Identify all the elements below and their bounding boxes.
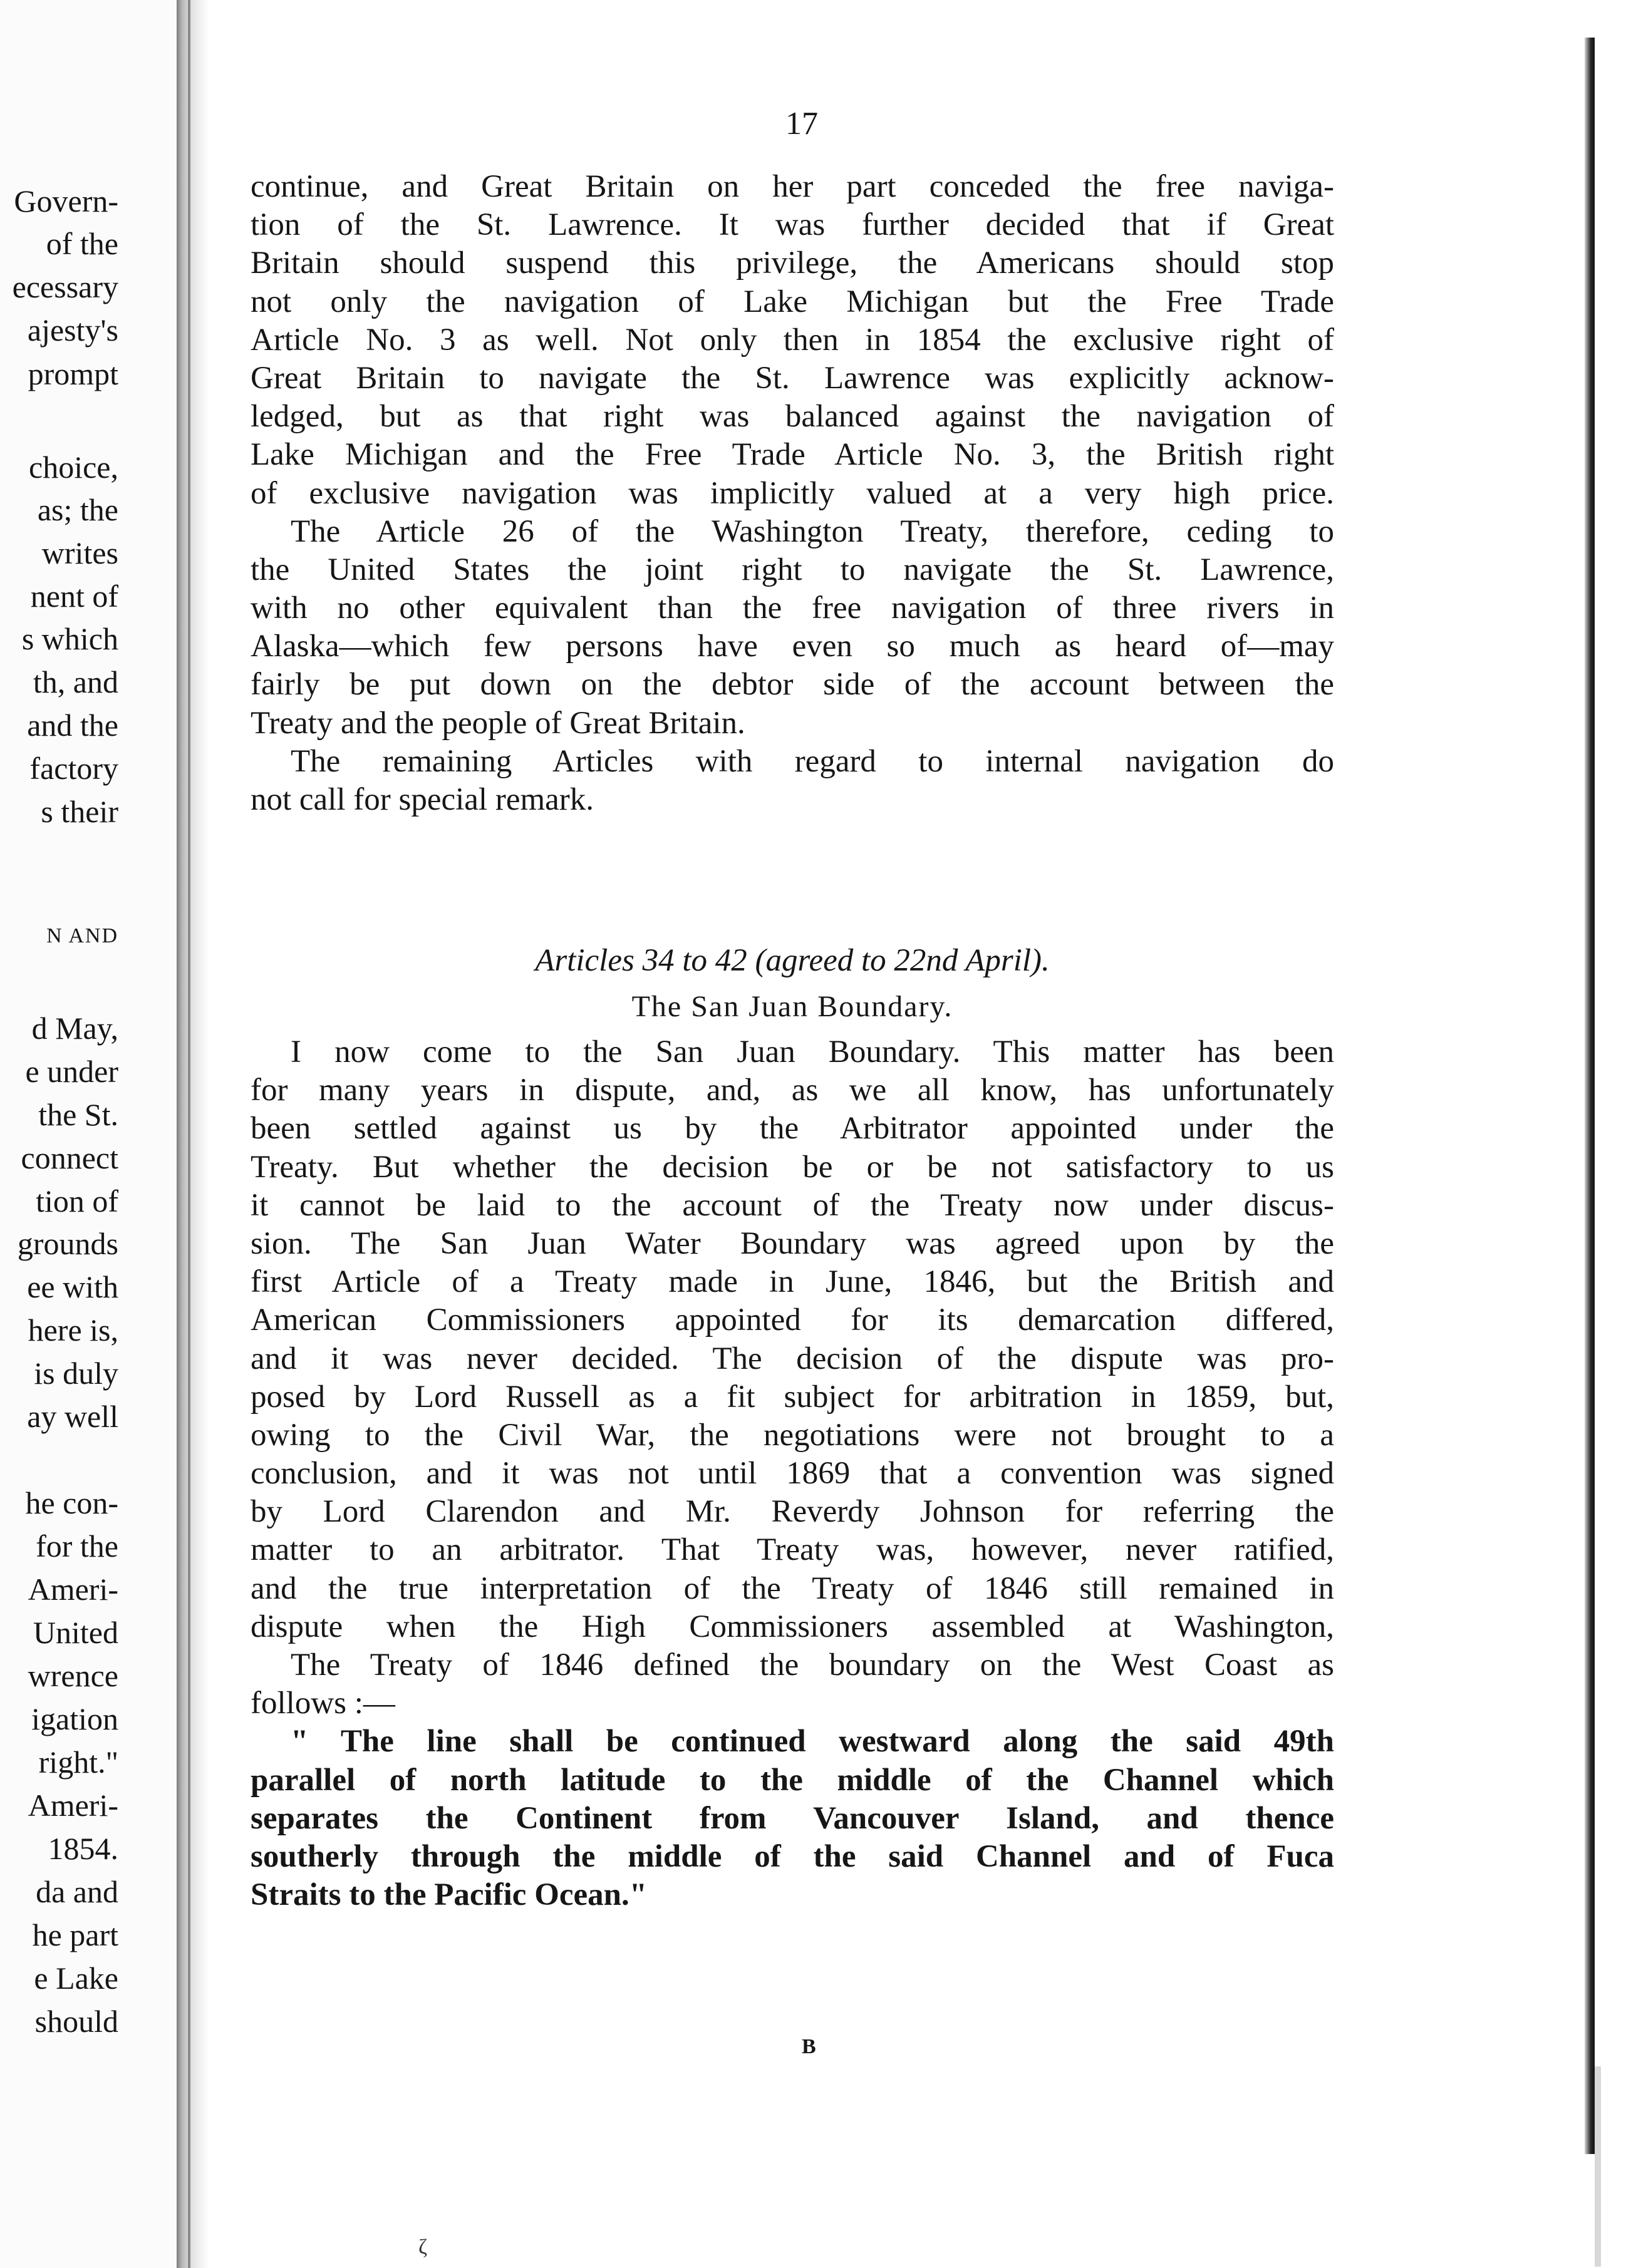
text-line: American Commissioners appointed for its demarcation differed, [251, 1302, 1334, 1338]
text-line: not only the navigation of Lake Michigan but the Free Trade [251, 284, 1334, 319]
left-fragment-line: of the [46, 226, 118, 261]
quote-line: parallel of north latitude to the middle of the Channel which [251, 1762, 1334, 1798]
quote-line: Straits to the Pacific Ocean." [251, 1877, 648, 1913]
text-line: and it was never decided. The decision of the dispute was pro- [251, 1341, 1334, 1376]
paragraph [251, 1033, 1334, 1646]
page-right-edge-lower [1595, 2066, 1601, 2267]
left-fragment-line: prompt [28, 356, 118, 391]
left-fragment-line: writes [41, 535, 118, 570]
paragraph [251, 743, 1334, 819]
text-line: and the true interpretation of the Treaty of 1846 still remained in [251, 1570, 1334, 1606]
gutter-shadow [188, 0, 190, 2268]
left-fragment-line: right." [38, 1745, 118, 1780]
text-line: I now come to the San Juan Boundary. This matter has been [291, 1034, 1334, 1070]
left-fragment-line: choice, [29, 450, 118, 485]
book-gutter [177, 0, 209, 2268]
text-line: owing to the Civil War, the negotiations were not brought to a [251, 1417, 1334, 1453]
left-fragment-line: e Lake [34, 1961, 118, 1996]
text-line: Treaty. But whether the decision be or be not satisfactory to us [251, 1149, 1334, 1185]
left-fragment-line: 1854. [48, 1831, 118, 1866]
text-line: Great Britain to navigate the St. Lawrence was explicitly acknow- [251, 360, 1334, 396]
text-line: the United States the joint right to navigate the St. Lawrence, [251, 552, 1334, 587]
left-fragment-line: is duly [34, 1356, 118, 1391]
signature-mark: B [802, 2035, 816, 2058]
text-line: The remaining Articles with regard to internal navigation do [291, 743, 1334, 779]
left-fragment-line: th, and [33, 664, 118, 699]
left-fragment-line: Ameri- [28, 1788, 118, 1823]
text-line: conclusion, and it was not until 1869 that a convention was signed [251, 1456, 1334, 1492]
text-line: Article No. 3 as well. Not only then in 1854 the exclusive right of [251, 322, 1334, 358]
text-line: sion. The San Juan Water Boundary was agreed upon by the [251, 1225, 1334, 1261]
text-line: of exclusive navigation was implicitly valued at a very high price. [251, 475, 1334, 511]
text-line: by Lord Clarendon and Mr. Reverdy Johnson for referring the [251, 1494, 1334, 1530]
left-fragment-line: Ameri- [28, 1572, 118, 1607]
left-fragment-line: for the [36, 1528, 118, 1564]
text-line: for many years in dispute, and, as we all know, has unfortunately [251, 1073, 1334, 1108]
left-fragment-line: d May, [31, 1011, 118, 1046]
top-text-block [251, 168, 1334, 819]
text-line: first Article of a Treaty made in June, 1846, but the British and [251, 1264, 1334, 1300]
left-fragment-line: connect [21, 1140, 118, 1175]
left-fragment-line: Govern- [14, 183, 118, 219]
text-line: it cannot be laid to the account of the Treaty now under discus- [251, 1187, 1334, 1223]
left-fragment-line: United [33, 1615, 118, 1650]
text-line: Britain should suspend this privilege, the Americans should stop [251, 245, 1334, 281]
text-line: not call for special remark. [251, 782, 594, 817]
bottom-mark: ζ [418, 2235, 428, 2259]
text-line: fairly be put down on the debtor side of the account between the [251, 667, 1334, 703]
text-line: with no other equivalent than the free navigation of three rivers in [251, 590, 1334, 626]
left-fragment-line: grounds [17, 1226, 118, 1261]
quotation [251, 1723, 1334, 1914]
text-line: dispute when the High Commissioners assembled at Washington, [251, 1609, 1334, 1644]
left-fragment-line: N AND [46, 924, 118, 947]
left-fragment-line: should [34, 2004, 118, 2039]
text-line: Treaty and the people of Great Britain. [251, 705, 745, 741]
left-fragment-line: wrence [28, 1658, 118, 1693]
left-fragment-line: igation [31, 1701, 118, 1736]
text-line: The Treaty of 1846 defined the boundary on the West Coast as [291, 1647, 1334, 1683]
left-fragment-line: the St. [38, 1097, 118, 1132]
text-line: Lake Michigan and the Free Trade Article No. 3, the British right [251, 437, 1334, 473]
text-line: ledged, but as that right was balanced against the navigation of [251, 399, 1334, 435]
bottom-text-block [251, 1033, 1334, 1914]
paragraph [251, 168, 1334, 513]
left-fragment-line: s their [41, 794, 118, 829]
left-fragment-line: tion of [36, 1183, 118, 1219]
text-line: follows :— [251, 1686, 395, 1721]
left-fragment-line: da and [36, 1874, 118, 1909]
quote-line: " The line shall be continued westward along the said 49th [291, 1724, 1334, 1760]
section-title: The San Juan Boundary. [631, 990, 953, 1023]
text-line: matter to an arbitrator. That Treaty was, however, never ratified, [251, 1532, 1334, 1568]
text-line: Alaska—which few persons have even so much as heard of—may [251, 629, 1334, 664]
text-line: been settled against us by the Arbitrator appointed under the [251, 1111, 1334, 1147]
quote-line: separates the Continent from Vancouver Island, and thence [251, 1800, 1334, 1836]
page-right-edge [1585, 38, 1595, 2154]
left-fragment-line: he con- [25, 1485, 118, 1520]
left-fragment-line: factory [29, 751, 118, 786]
left-fragment-line: he part [32, 1917, 118, 1952]
paragraph [251, 1646, 1334, 1723]
text-line: continue, and Great Britain on her part conceded the free naviga- [251, 169, 1334, 204]
text-line: The Article 26 of the Washington Treaty, therefore, ceding to [291, 513, 1334, 549]
left-fragment-line: e under [25, 1054, 118, 1089]
left-fragment-line: ecessary [12, 269, 118, 304]
left-fragment-line: s which [21, 621, 118, 656]
quote-line: southerly through the middle of the said Channel and of Fuca [251, 1838, 1334, 1874]
paragraph [251, 513, 1334, 743]
left-fragment-line: as; the [37, 492, 118, 527]
left-fragment-line: nent of [30, 579, 118, 614]
text-line: tion of the St. Lawrence. It was further decided that if Great [251, 207, 1334, 243]
left-fragment-line: here is, [28, 1312, 118, 1348]
articles-heading: Articles 34 to 42 (agreed to 22nd April). [535, 943, 1050, 978]
left-fragment-line: ay well [27, 1399, 118, 1434]
left-fragment-line: ee with [27, 1269, 118, 1304]
left-fragment-line: and the [27, 708, 118, 743]
page-number: 17 [785, 106, 818, 142]
left-fragment-line: ajesty's [27, 312, 118, 348]
left-page-fragment [0, 0, 177, 2268]
text-line: posed by Lord Russell as a fit subject for arbitration in 1859, but, [251, 1379, 1334, 1415]
